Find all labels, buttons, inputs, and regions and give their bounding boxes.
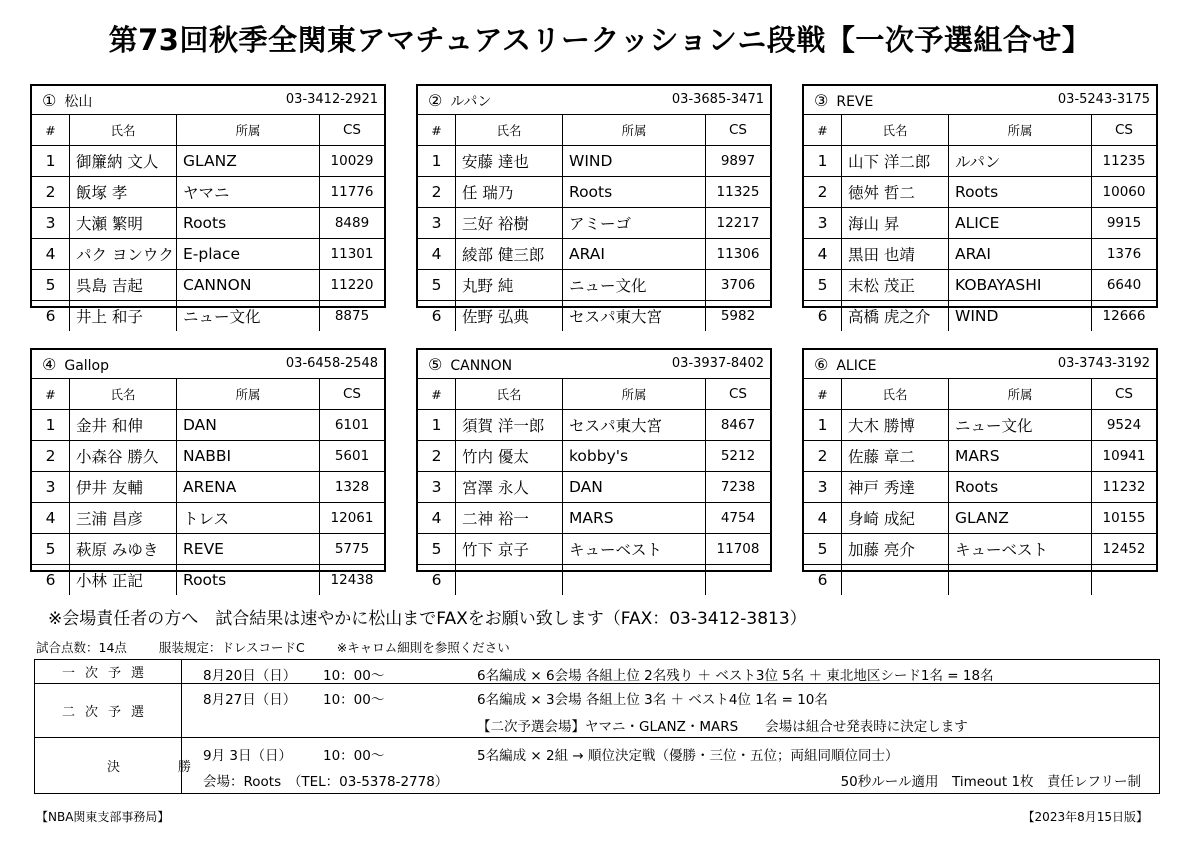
player-name: 高橋 虎之介: [842, 301, 949, 332]
player-no: 5: [418, 270, 456, 301]
table-row: [804, 441, 1156, 472]
table-header-row: [804, 379, 1156, 410]
player-cs: 12061: [320, 503, 385, 534]
player-cs: 8467: [706, 410, 771, 441]
table-row: [418, 472, 770, 503]
player-name: 竹下 京子: [456, 534, 563, 565]
col-header-affiliation: 所属: [949, 379, 1092, 410]
group-phone: 03-6458-2548: [285, 356, 378, 371]
group-header: [804, 350, 1156, 379]
table-row: [32, 410, 384, 441]
player-cs: 9524: [1092, 410, 1157, 441]
player-no: 1: [804, 410, 842, 441]
player-no: 6: [418, 565, 456, 596]
player-table: [418, 115, 770, 331]
player-affiliation: Roots: [563, 177, 706, 208]
player-cs: 6640: [1092, 270, 1157, 301]
table-row: [804, 534, 1156, 565]
player-no: 6: [32, 301, 70, 332]
table-row: [32, 565, 384, 596]
col-header-no: #: [32, 115, 70, 146]
group-table: [802, 84, 1158, 326]
player-cs: [706, 565, 771, 596]
player-cs: 6101: [320, 410, 385, 441]
schedule-time: 10：00〜: [323, 668, 385, 684]
player-affiliation: MARS: [563, 503, 706, 534]
group-header: [804, 86, 1156, 115]
player-name: 二神 裕一: [456, 503, 563, 534]
player-affiliation: [949, 565, 1092, 596]
player-cs: 11708: [706, 534, 771, 565]
group-table: [416, 84, 772, 326]
player-affiliation: GLANZ: [177, 146, 320, 177]
schedule-label: 二次予選: [35, 684, 182, 737]
group-number: ③: [814, 91, 829, 110]
player-affiliation: ニュー文化: [177, 301, 320, 332]
player-name: パク ヨンウク: [70, 239, 177, 270]
group-phone: 03-3743-3192: [1057, 356, 1150, 371]
table-header-row: [418, 379, 770, 410]
player-affiliation: DAN: [563, 472, 706, 503]
table-header-row: [32, 115, 384, 146]
col-header-name: 氏名: [842, 379, 949, 410]
table-row: [418, 239, 770, 270]
group-phone: 03-3685-3471: [671, 92, 764, 107]
schedule-time: 10：00〜: [323, 692, 385, 708]
group-phone: 03-3412-2921: [285, 92, 378, 107]
schedule-row-first: [35, 660, 1159, 684]
col-header-no: #: [32, 379, 70, 410]
col-header-name: 氏名: [842, 115, 949, 146]
group-table: [416, 348, 772, 589]
schedule-label-text: 決勝: [107, 760, 250, 775]
player-no: 1: [418, 146, 456, 177]
group-name: [428, 91, 491, 111]
table-row: [804, 146, 1156, 177]
player-affiliation: E-place: [177, 239, 320, 270]
player-cs: 4754: [706, 503, 771, 534]
group-name: [814, 355, 876, 374]
group-number: ①: [42, 91, 57, 110]
col-header-no: #: [804, 115, 842, 146]
player-no: 5: [804, 534, 842, 565]
table-row: [804, 410, 1156, 441]
player-affiliation: [563, 565, 706, 596]
player-no: 2: [418, 441, 456, 472]
table-row: [32, 146, 384, 177]
carom-note: ※キャロム細則を参照ください: [336, 640, 510, 655]
player-cs: 11301: [320, 239, 385, 270]
table-row: [32, 177, 384, 208]
group-number: ④: [42, 355, 57, 374]
player-name: 三好 裕樹: [456, 208, 563, 239]
player-affiliation: ARENA: [177, 472, 320, 503]
player-affiliation: キューベスト: [949, 534, 1092, 565]
group-name: [42, 91, 92, 111]
player-name: 海山 昇: [842, 208, 949, 239]
group-header: [32, 86, 384, 115]
player-name: 小森谷 勝久: [70, 441, 177, 472]
table-row: [418, 534, 770, 565]
col-header-name: 氏名: [70, 115, 177, 146]
player-no: 3: [418, 208, 456, 239]
col-header-name: 氏名: [70, 379, 177, 410]
table-row: [418, 146, 770, 177]
dress-code: 服装規定：ドレスコードC: [158, 640, 305, 655]
table-row: [418, 410, 770, 441]
player-no: 6: [804, 565, 842, 596]
player-cs: 11220: [320, 270, 385, 301]
player-name: 大木 勝博: [842, 410, 949, 441]
player-name: 萩原 みゆき: [70, 534, 177, 565]
col-header-cs: CS: [1092, 115, 1157, 146]
col-header-affiliation: 所属: [177, 115, 320, 146]
table-row: [418, 208, 770, 239]
page-title: 第73回秋季全関東アマチュアスリークッションニ段戦【一次予選組合せ】: [108, 23, 1092, 57]
player-no: 5: [418, 534, 456, 565]
table-row: [804, 503, 1156, 534]
table-row: [418, 565, 770, 596]
player-cs: 5775: [320, 534, 385, 565]
schedule-row-final: [35, 738, 1159, 793]
player-affiliation: MARS: [949, 441, 1092, 472]
schedule-format: 6名編成 × 3会場 各組上位 3名 ＋ ベスト4位 1名 = 10名: [477, 692, 828, 708]
player-name: 身崎 成紀: [842, 503, 949, 534]
player-cs: 8489: [320, 208, 385, 239]
player-cs: 12217: [706, 208, 771, 239]
player-name: 竹内 優太: [456, 441, 563, 472]
player-name: 任 瑞乃: [456, 177, 563, 208]
schedule-table: [34, 659, 1160, 794]
player-affiliation: Roots: [949, 472, 1092, 503]
player-name: 徳舛 哲二: [842, 177, 949, 208]
player-no: 4: [32, 503, 70, 534]
schedule-final-rules: 50秒ルール適用 Timeout 1枚 責任レフリー制: [840, 774, 1141, 790]
player-affiliation: WIND: [563, 146, 706, 177]
table-row: [804, 472, 1156, 503]
player-affiliation: CANNON: [177, 270, 320, 301]
player-cs: 10029: [320, 146, 385, 177]
col-header-cs: CS: [706, 115, 771, 146]
player-name: 宮澤 永人: [456, 472, 563, 503]
player-no: 4: [418, 503, 456, 534]
table-row: [32, 239, 384, 270]
group-number: ⑥: [814, 355, 829, 374]
group-venue: CANNON: [450, 358, 513, 374]
player-no: 3: [32, 472, 70, 503]
player-name: 金井 和伸: [70, 410, 177, 441]
player-affiliation: kobby's: [563, 441, 706, 472]
player-cs: 10941: [1092, 441, 1157, 472]
table-row: [804, 208, 1156, 239]
player-affiliation: ARAI: [949, 239, 1092, 270]
col-header-cs: CS: [320, 379, 385, 410]
player-name: 加藤 亮介: [842, 534, 949, 565]
table-row: [32, 441, 384, 472]
player-affiliation: ARAI: [563, 239, 706, 270]
table-row: [418, 441, 770, 472]
player-table: [804, 115, 1156, 331]
table-row: [418, 177, 770, 208]
player-affiliation: ニュー文化: [949, 410, 1092, 441]
group-header: [418, 350, 770, 379]
player-name: 御簾納 文人: [70, 146, 177, 177]
player-cs: 7238: [706, 472, 771, 503]
player-no: 6: [804, 301, 842, 332]
player-cs: 12666: [1092, 301, 1157, 332]
col-header-affiliation: 所属: [949, 115, 1092, 146]
table-row: [32, 270, 384, 301]
schedule-time: 10：00〜: [323, 748, 385, 764]
player-cs: 11776: [320, 177, 385, 208]
table-row: [418, 270, 770, 301]
table-row: [804, 270, 1156, 301]
group-name: [428, 355, 512, 374]
group-table: [30, 84, 386, 326]
table-row: [804, 301, 1156, 332]
group-table: [802, 348, 1158, 589]
group-header: [32, 350, 384, 379]
player-no: 1: [32, 410, 70, 441]
player-affiliation: WIND: [949, 301, 1092, 332]
player-cs: 11306: [706, 239, 771, 270]
player-affiliation: セスパ東大宮: [563, 301, 706, 332]
player-cs: 11232: [1092, 472, 1157, 503]
player-name: 須賀 洋一郎: [456, 410, 563, 441]
table-row: [804, 177, 1156, 208]
table-header-row: [32, 379, 384, 410]
table-header-row: [804, 115, 1156, 146]
col-header-no: #: [804, 379, 842, 410]
player-cs: 5601: [320, 441, 385, 472]
player-no: 6: [32, 565, 70, 596]
player-table: [32, 115, 384, 331]
table-row: [32, 472, 384, 503]
player-name: 佐藤 章二: [842, 441, 949, 472]
player-name: 末松 茂正: [842, 270, 949, 301]
schedule-venue: 【二次予選会場】ヤマニ・GLANZ・MARS 会場は組合せ発表時に決定します: [477, 719, 968, 735]
col-header-name: 氏名: [456, 115, 563, 146]
schedule-row-second: [35, 684, 1159, 738]
col-header-cs: CS: [1092, 379, 1157, 410]
player-name: 伊井 友輔: [70, 472, 177, 503]
player-no: 2: [32, 177, 70, 208]
player-cs: 11235: [1092, 146, 1157, 177]
player-no: 3: [418, 472, 456, 503]
table-row: [32, 301, 384, 332]
group-phone: 03-5243-3175: [1057, 92, 1150, 107]
player-table: [804, 379, 1156, 595]
schedule-format: 6名編成 × 6会場 各組上位 2名残り ＋ ベスト3位 5名 ＋ 東北地区シード1名 = 18名: [477, 668, 994, 684]
match-rules: [36, 638, 538, 656]
table-row: [418, 301, 770, 332]
player-affiliation: NABBI: [177, 441, 320, 472]
player-name: 丸野 純: [456, 270, 563, 301]
player-no: 5: [804, 270, 842, 301]
player-affiliation: REVE: [177, 534, 320, 565]
player-no: 1: [804, 146, 842, 177]
group-number: ②: [428, 91, 443, 110]
table-row: [32, 534, 384, 565]
table-row: [804, 239, 1156, 270]
player-no: 1: [32, 146, 70, 177]
player-cs: 9897: [706, 146, 771, 177]
player-no: 2: [32, 441, 70, 472]
player-cs: [1092, 565, 1157, 596]
player-no: 6: [418, 301, 456, 332]
group-venue: REVE: [836, 94, 874, 110]
group-header: [418, 86, 770, 115]
schedule-venue: 会場：Roots （TEL：03-5378-2778）: [203, 774, 449, 790]
edition-label: 【2023年8月15日版】: [1022, 810, 1148, 824]
group-venue: 松山: [64, 94, 93, 110]
player-no: 3: [804, 208, 842, 239]
schedule-label: 一次予選: [35, 660, 182, 683]
player-name: 安藤 達也: [456, 146, 563, 177]
player-affiliation: Roots: [949, 177, 1092, 208]
schedule-date: 9月 3日（日）: [203, 748, 292, 764]
player-no: 5: [32, 534, 70, 565]
schedule-date: 8月20日（日）: [203, 668, 297, 684]
group-venue: ルパン: [450, 94, 492, 110]
player-name: 山下 洋二郎: [842, 146, 949, 177]
table-row: [32, 503, 384, 534]
player-no: 1: [418, 410, 456, 441]
player-cs: 9915: [1092, 208, 1157, 239]
player-no: 4: [32, 239, 70, 270]
group-number: ⑤: [428, 355, 443, 374]
group-name: [42, 355, 109, 374]
player-affiliation: アミーゴ: [563, 208, 706, 239]
group-venue: Gallop: [64, 358, 110, 374]
player-cs: 12438: [320, 565, 385, 596]
player-no: 4: [418, 239, 456, 270]
player-no: 2: [804, 177, 842, 208]
table-row: [32, 208, 384, 239]
fax-notice: ※会場責任者の方へ 試合結果は速やかに松山までFAXをお願い致します（FAX：03-3412-3813）: [48, 609, 807, 629]
schedule-date: 8月27日（日）: [203, 692, 297, 708]
player-no: 2: [804, 441, 842, 472]
col-header-no: #: [418, 379, 456, 410]
player-affiliation: GLANZ: [949, 503, 1092, 534]
player-no: 4: [804, 503, 842, 534]
player-name: 大瀬 繁明: [70, 208, 177, 239]
group-venue: ALICE: [836, 358, 877, 374]
group-phone: 03-3937-8402: [671, 356, 764, 371]
player-no: 4: [804, 239, 842, 270]
match-points: 試合点数：14点: [36, 640, 127, 655]
player-name: [456, 565, 563, 596]
player-table: [418, 379, 770, 595]
player-no: 3: [804, 472, 842, 503]
player-name: 佐野 弘典: [456, 301, 563, 332]
player-affiliation: Roots: [177, 208, 320, 239]
table-row: [418, 503, 770, 534]
player-name: 呉島 吉起: [70, 270, 177, 301]
player-affiliation: DAN: [177, 410, 320, 441]
player-affiliation: セスパ東大宮: [563, 410, 706, 441]
player-no: 5: [32, 270, 70, 301]
player-cs: 5212: [706, 441, 771, 472]
col-header-affiliation: 所属: [177, 379, 320, 410]
player-cs: 8875: [320, 301, 385, 332]
col-header-cs: CS: [320, 115, 385, 146]
player-no: 2: [418, 177, 456, 208]
player-affiliation: キューベスト: [563, 534, 706, 565]
col-header-no: #: [418, 115, 456, 146]
player-no: 3: [32, 208, 70, 239]
player-cs: 1376: [1092, 239, 1157, 270]
group-table: [30, 348, 386, 590]
player-cs: 1328: [320, 472, 385, 503]
player-name: 黒田 也靖: [842, 239, 949, 270]
table-row: [804, 565, 1156, 596]
schedule-format: 5名編成 × 2組 → 順位決定戦（優勝・三位・五位；両組同順位同士）: [477, 748, 899, 764]
player-name: 綾部 健三郎: [456, 239, 563, 270]
player-affiliation: KOBAYASHI: [949, 270, 1092, 301]
col-header-name: 氏名: [456, 379, 563, 410]
player-affiliation: ALICE: [949, 208, 1092, 239]
player-cs: 5982: [706, 301, 771, 332]
player-cs: 10155: [1092, 503, 1157, 534]
player-name: 井上 和子: [70, 301, 177, 332]
col-header-cs: CS: [706, 379, 771, 410]
player-affiliation: ヤマニ: [177, 177, 320, 208]
player-name: 小林 正記: [70, 565, 177, 596]
player-affiliation: ニュー文化: [563, 270, 706, 301]
col-header-affiliation: 所属: [563, 379, 706, 410]
player-affiliation: トレス: [177, 503, 320, 534]
player-affiliation: Roots: [177, 565, 320, 596]
player-name: 神戸 秀達: [842, 472, 949, 503]
group-name: [814, 91, 873, 110]
player-cs: 11325: [706, 177, 771, 208]
player-affiliation: ルパン: [949, 146, 1092, 177]
player-cs: 12452: [1092, 534, 1157, 565]
player-name: 三浦 昌彦: [70, 503, 177, 534]
player-cs: 10060: [1092, 177, 1157, 208]
col-header-affiliation: 所属: [563, 115, 706, 146]
player-name: 飯塚 孝: [70, 177, 177, 208]
table-header-row: [418, 115, 770, 146]
player-table: [32, 379, 384, 595]
player-name: [842, 565, 949, 596]
player-cs: 3706: [706, 270, 771, 301]
office-label: 【NBA関東支部事務局】: [36, 810, 170, 824]
